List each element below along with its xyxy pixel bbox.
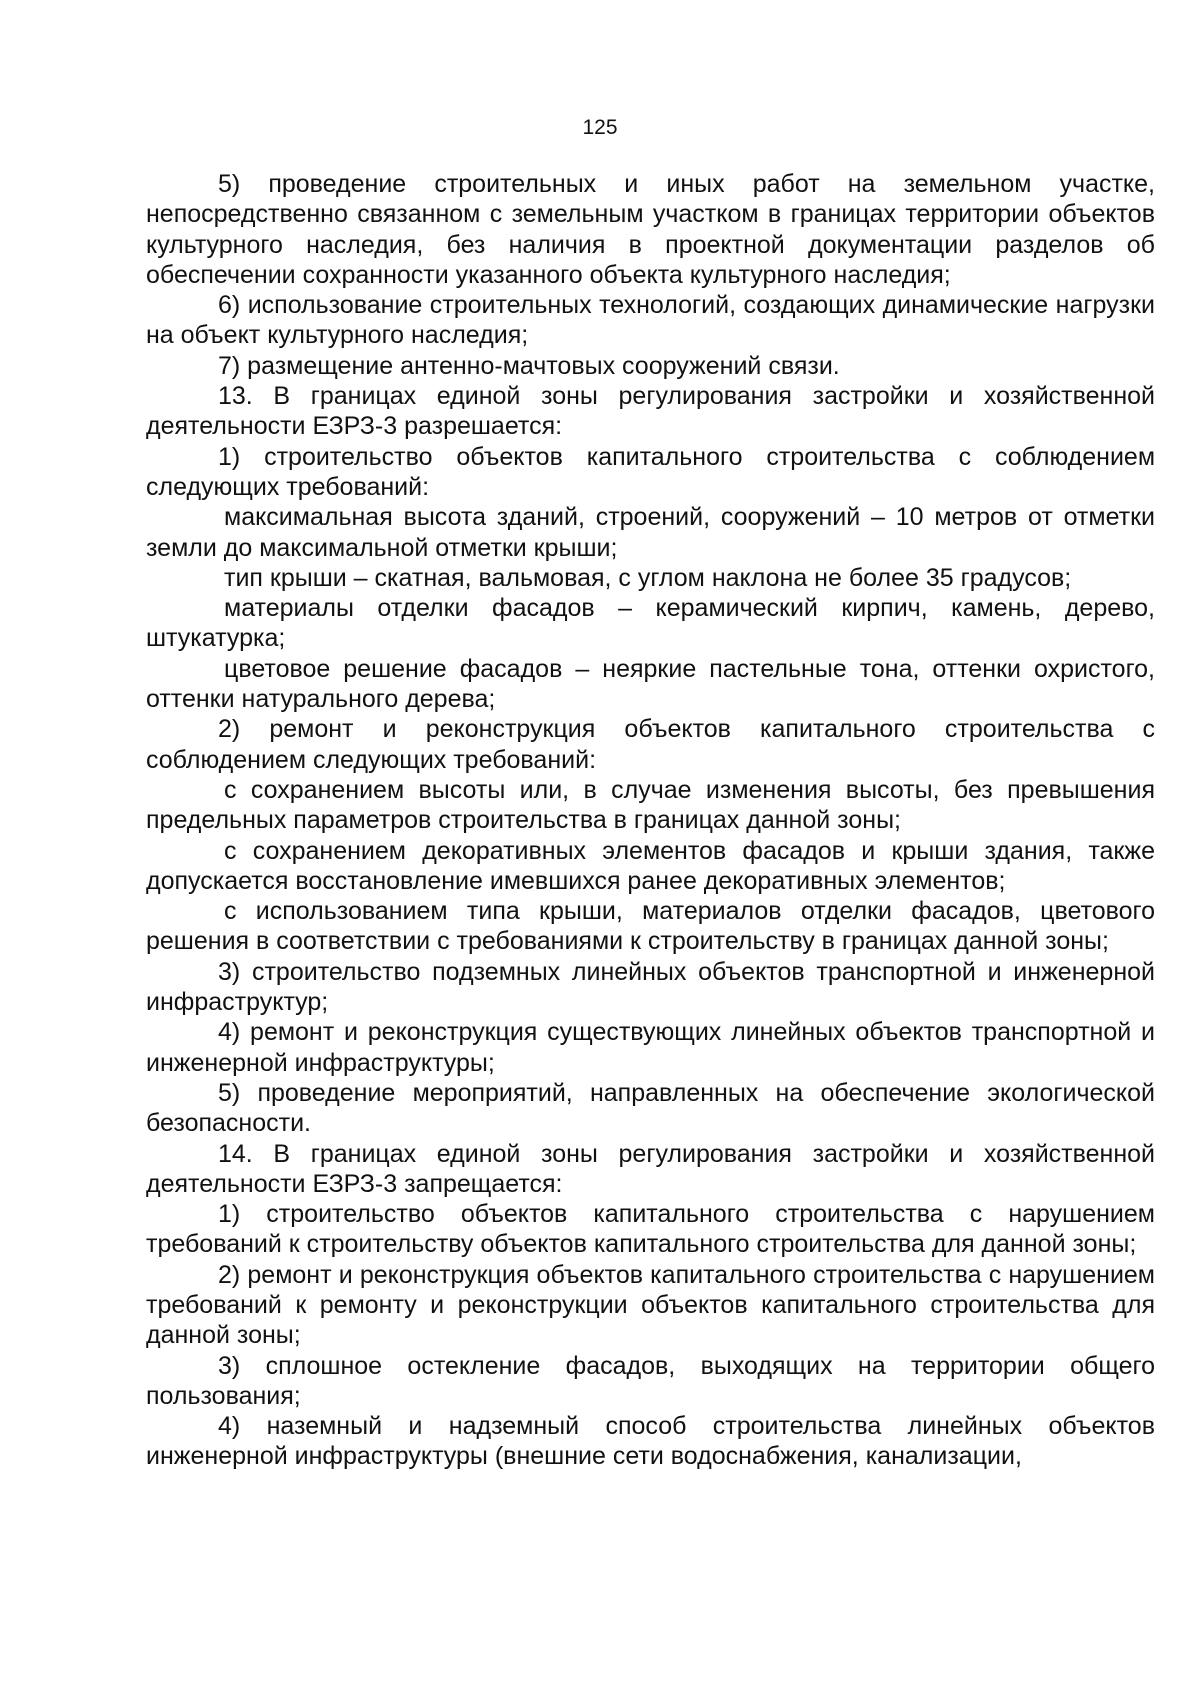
paragraph: 2) ремонт и реконструкция объектов капитального строительства с соблюдением следующих требований:: [146, 715, 1155, 774]
paragraph: цветовое решение фасадов – неяркие пастельные тона, оттенки охристого, оттенки натурального дерева;: [146, 654, 1155, 714]
paragraph: 4) ремонт и реконструкция существующих линейных объектов транспортной и инженерной инфраструктуры;: [146, 1018, 1155, 1077]
paragraph: 6) использование строительных технологий, создающих динамические нагрузки на объект культурного наследия;: [146, 291, 1155, 350]
paragraph: 7) размещение антенно-мачтовых сооружений связи.: [218, 351, 840, 380]
paragraph: 3) сплошное остекление фасадов, выходящих на территории общего пользования;: [146, 1351, 1155, 1410]
paragraph: 2) ремонт и реконструкция объектов капитального строительства с нарушением требований к ремонту и реконструкции объектов капитального строительства для данной зоны;: [146, 1260, 1155, 1350]
paragraph: 5) проведение строительных и иных работ на земельном участке, непосредственно связанном с земельным участком в границах территории объектов культурного наследия, без наличия в проектной документации разделов об обеспечении сохранности указанного объекта культурного наследия;: [146, 170, 1155, 289]
paragraph: 5) проведение мероприятий, направленных на обеспечение экологической безопасности.: [146, 1078, 1155, 1138]
document-body: [146, 169, 1155, 1472]
paragraph: материалы отделки фасадов – керамический кирпич, камень, дерево, штукатурка;: [146, 594, 1155, 653]
paragraph: 3) строительство подземных линейных объектов транспортной и инженерной инфраструктур;: [146, 957, 1155, 1017]
paragraph: максимальная высота зданий, строений, сооружений – 10 метров от отметки земли до максимальной отметки крыши;: [146, 503, 1155, 562]
paragraph: 4) наземный и надземный способ строительства линейных объектов инженерной инфраструктуры (внешние сети водоснабжения, канализации,: [146, 1412, 1155, 1471]
paragraph: 14. В границах единой зоны регулирования застройки и хозяйственной деятельности ЕЗРЗ-3 запрещается:: [146, 1139, 1155, 1198]
paragraph: 1) строительство объектов капитального строительства с нарушением требований к строительству объектов капитального строительства для данной зоны;: [146, 1200, 1155, 1259]
paragraph: 13. В границах единой зоны регулирования застройки и хозяйственной деятельности ЕЗРЗ-3 разрешается:: [146, 382, 1155, 441]
page-number: 125: [582, 116, 618, 139]
paragraph: 1) строительство объектов капитального строительства с соблюдением следующих требований:: [146, 442, 1155, 501]
paragraph: с сохранением декоративных элементов фасадов и крыши здания, также допускается восстановление имевшихся ранее декоративных элементов;: [146, 836, 1155, 895]
paragraph: с сохранением высоты или, в случае изменения высоты, без превышения предельных параметров строительства в границах данной зоны;: [146, 775, 1155, 835]
paragraph: тип крыши – скатная, вальмовая, с углом наклона не более 35 градусов;: [224, 563, 1072, 592]
paragraph: с использованием типа крыши, материалов отделки фасадов, цветового решения в соответствии с требованиями к строительству в границах данной зоны;: [146, 897, 1155, 956]
